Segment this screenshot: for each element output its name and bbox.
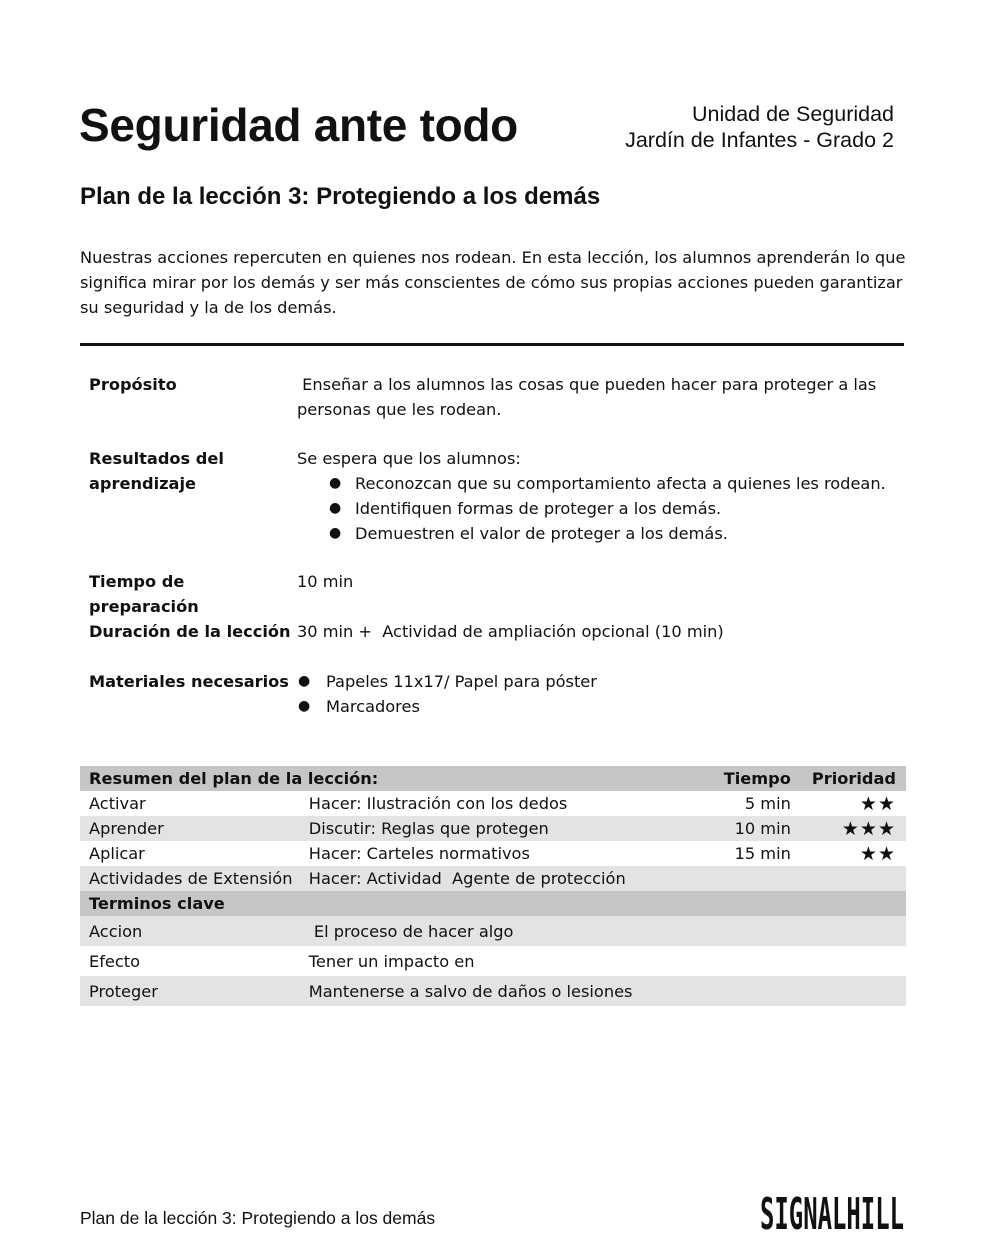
definition-cell: El proceso de hacer algo bbox=[300, 916, 906, 946]
activity-cell: Hacer: Actividad Agente de protección bbox=[300, 866, 670, 891]
purpose-label: Propósito bbox=[89, 375, 177, 394]
term-cell: Efecto bbox=[80, 946, 300, 976]
priority-stars: ★★ bbox=[803, 791, 906, 816]
outcomes-value bbox=[297, 446, 907, 546]
outcomes-intro: Se espera que los alumnos: bbox=[297, 449, 521, 468]
document-title: Seguridad ante todo bbox=[79, 99, 518, 151]
summary-header: Resumen del plan de la lección: bbox=[80, 766, 669, 791]
term-row bbox=[80, 976, 906, 1006]
priority-stars bbox=[803, 866, 906, 891]
summary-header-row bbox=[80, 766, 906, 791]
signal-hill-logo bbox=[760, 1185, 906, 1237]
term-cell: Proteger bbox=[80, 976, 300, 1006]
activity-cell: Discutir: Reglas que protegen bbox=[300, 816, 670, 841]
materials-value bbox=[297, 669, 907, 719]
duration-label: Duración de la lección bbox=[89, 622, 291, 641]
prep-time-value: 10 min bbox=[297, 572, 354, 591]
time-cell: 15 min bbox=[669, 841, 802, 866]
phase-cell: Aplicar bbox=[80, 841, 300, 866]
table-row bbox=[80, 791, 906, 816]
intro-paragraph: Nuestras acciones repercuten en quienes nos rodean. En esta lección, los alumnos aprenderán lo que significa mirar por los demás y ser más conscientes de cómo sus propias acciones pueden garantizar su seguridad y la de los demás. bbox=[80, 248, 906, 317]
unit-name: Unidad de Seguridad bbox=[691, 102, 894, 126]
grade-range: Jardín de Infantes - Grado 2 bbox=[625, 128, 894, 152]
purpose-value: Enseñar a los alumnos las cosas que pueden hacer para proteger a las personas que les rodean. bbox=[297, 375, 882, 419]
prep-time-label: Tiempo de preparación bbox=[89, 572, 199, 616]
outcomes-list bbox=[297, 471, 907, 546]
unit-info bbox=[625, 101, 894, 153]
priority-column-header: Prioridad bbox=[803, 766, 906, 791]
priority-stars: ★★★ bbox=[803, 816, 906, 841]
section-divider bbox=[80, 343, 904, 346]
logo-wordmark: SIGNALHILL bbox=[760, 1189, 904, 1237]
outcome-item: ● Reconozcan que su comportamiento afecta a quienes les rodean. bbox=[297, 471, 907, 496]
activity-cell: Hacer: Carteles normativos bbox=[300, 841, 670, 866]
outcomes-label: Resultados del aprendizaje bbox=[89, 449, 224, 493]
lesson-title: Plan de la lección 3: Protegiendo a los demás bbox=[80, 183, 601, 210]
time-cell: 5 min bbox=[669, 791, 802, 816]
definition-cell: Mantenerse a salvo de daños o lesiones bbox=[300, 976, 906, 1006]
time-cell bbox=[669, 866, 802, 891]
phase-cell: Actividades de Extensión bbox=[80, 866, 300, 891]
term-row bbox=[80, 916, 906, 946]
time-column-header: Tiempo bbox=[669, 766, 802, 791]
definition-cell: Tener un impacto en bbox=[300, 946, 906, 976]
table-row bbox=[80, 841, 906, 866]
duration-value: 30 min + Actividad de ampliación opcional (10 min) bbox=[297, 622, 724, 641]
terms-header-row bbox=[80, 891, 906, 916]
term-row bbox=[80, 946, 906, 976]
phase-cell: Aprender bbox=[80, 816, 300, 841]
material-item: ● Marcadores bbox=[297, 694, 907, 719]
lesson-summary-table bbox=[80, 766, 906, 1006]
key-terms-header: Terminos clave bbox=[80, 891, 906, 916]
time-cell: 10 min bbox=[669, 816, 802, 841]
table-row bbox=[80, 866, 906, 891]
outcome-item: ● Identifiquen formas de proteger a los demás. bbox=[297, 496, 907, 521]
table-row bbox=[80, 816, 906, 841]
priority-stars: ★★ bbox=[803, 841, 906, 866]
outcome-item: ● Demuestren el valor de proteger a los demás. bbox=[297, 521, 907, 546]
phase-cell: Activar bbox=[80, 791, 300, 816]
activity-cell: Hacer: Ilustración con los dedos bbox=[300, 791, 670, 816]
materials-label: Materiales necesarios bbox=[89, 672, 289, 691]
material-item: ● Papeles 11x17/ Papel para póster bbox=[297, 669, 907, 694]
materials-list bbox=[297, 669, 907, 719]
footer-text: Plan de la lección 3: Protegiendo a los demás bbox=[80, 1208, 436, 1228]
term-cell: Accion bbox=[80, 916, 300, 946]
